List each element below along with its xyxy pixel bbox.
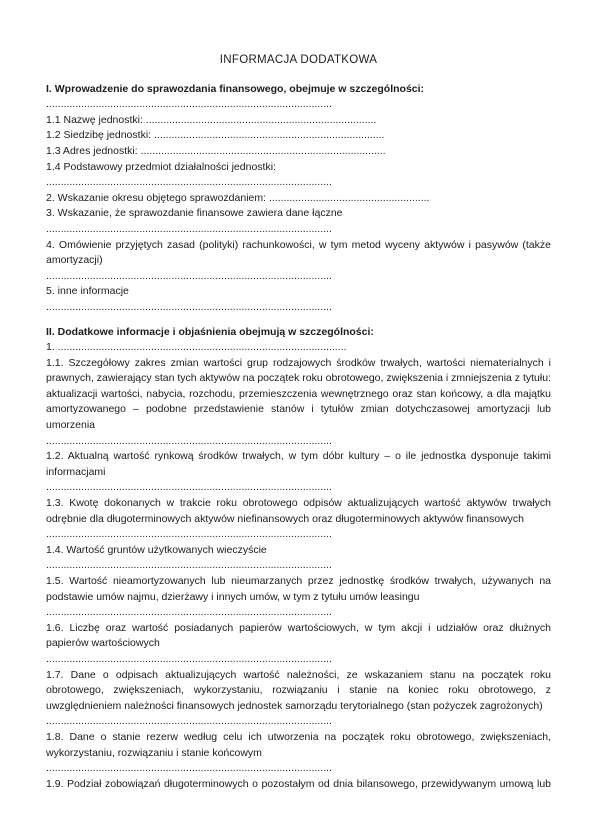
fill-in-field: 1.2 Siedzibę jednostki: ...............................................................................	[46, 129, 385, 142]
fill-in-field: 1.3 Adres jednostki: ....................................................................................	[46, 144, 386, 157]
dotted-fill-line: ..................................................................................................	[46, 434, 332, 447]
paragraph: 1.5. Wartość nieamortyzowanych lub nieumarzanych przez jednostkę środków trwałych, używanych na podstawie umów najmu, dzierżawy i innych umów, w tym z tytułu umów leasingu	[46, 575, 551, 603]
paragraph-truncated: 1.9. Podział zobowiązań długoterminowych o pozostałym od dnia bilansowego, przewidywanym umową lub	[46, 777, 551, 790]
dotted-fill-line: ..................................................................................................	[46, 222, 332, 235]
paragraph: 1.1. Szczegółowy zakres zmian wartości grup rodzajowych środków trwałych, wartości niematerialnych i prawnych, zawierający stan tych aktywów na początek roku obrotowego, zwiększenia i zmniejszenia z tytułu: aktualizacji wartości, nabycia, rozchodu, przemieszczenia wewnętrznego oraz stan końcowy, a dla majątku amortyzowanego – podobne przedstawienie stanów i tytułów zmian dotychczasowej amortyzacji lub umorzenia	[46, 356, 551, 432]
dotted-fill-line: ..................................................................................................	[46, 300, 332, 313]
list-item-text: 1.4 Podstawowy przedmiot działalności jednostki:	[46, 160, 276, 173]
dotted-fill-line: ..................................................................................................	[46, 652, 332, 665]
dotted-fill-line: ..................................................................................................	[46, 606, 332, 619]
list-item-text: 5. inne informacje	[46, 285, 129, 298]
dotted-fill-line: ..................................................................................................	[46, 98, 332, 111]
section-heading: II. Dodatkowe informacje i objaśnienia obejmują w szczególności:	[46, 325, 374, 338]
list-item-text: 1.4. Wartość gruntów użytkowanych wieczyście	[46, 543, 267, 556]
document-body	[46, 82, 551, 793]
fill-in-field: 1.1 Nazwę jednostki: ...............................................................................	[46, 113, 377, 126]
paragraph: 1.8. Dane o stanie rezerw według celu ich utworzenia na początek roku obrotowego, zwiększeniach, wykorzystaniu, rozwiązaniu i stanie końcowym	[46, 730, 551, 759]
dotted-fill-line: ..................................................................................................	[46, 528, 332, 541]
section-heading: I. Wprowadzenie do sprawozdania finansowego, obejmuje w szczególności:	[46, 82, 425, 95]
dotted-fill-line: ..................................................................................................	[46, 176, 332, 189]
dotted-fill-line: ..................................................................................................	[46, 762, 332, 775]
dotted-fill-line: ..................................................................................................	[46, 559, 332, 572]
paragraph: 1.6. Liczbę oraz wartość posiadanych papierów wartościowych, w tym akcji i udziałów oraz dłużnych papierów wartościowych	[46, 621, 551, 650]
dotted-fill-line: ..................................................................................................	[46, 481, 332, 494]
paragraph: 4. Omówienie przyjętych zasad (polityki) rachunkowości, w tym metod wyceny aktywów i pasywów (także amortyzacji)	[46, 238, 551, 267]
list-item-text: 3. Wskazanie, że sprawozdanie finansowe zawiera dane łączne	[46, 207, 343, 220]
dotted-fill-line: ..................................................................................................	[46, 715, 332, 728]
document-title: INFORMACJA DODATKOWA	[219, 54, 378, 66]
paragraph: 1.3. Kwotę dokonanych w trakcie roku obrotowego odpisów aktualizujących wartość aktywów trwałych odrębnie dla długoterminowych aktywów niefinansowych oraz długoterminowych aktywów finansowych	[46, 497, 551, 525]
document-section-2	[46, 325, 551, 793]
dotted-fill-line: ..................................................................................................	[46, 269, 332, 282]
paragraph: 1.2. Aktualną wartość rynkową środków trwałych, w tym dóbr kultury – o ile jednostka dysponuje takimi informacjami	[46, 450, 551, 478]
document-section-1	[46, 82, 551, 316]
paragraph: 1.7. Dane o odpisach aktualizujących wartość należności, ze wskazaniem stanu na początek roku obrotowego, zwiększeniach, wykorzystaniu, rozwiązaniu i stanie na koniec roku obrotowego, z uwzględnieniem należności finansowych jednostek samorządu terytorialnego (stan pożyczek zagrożonych)	[46, 668, 551, 712]
fill-in-field: 2. Wskazanie okresu objętego sprawozdaniem: .......................................................	[46, 191, 430, 204]
fill-in-field: 1. ...................................................................................................	[46, 341, 347, 354]
